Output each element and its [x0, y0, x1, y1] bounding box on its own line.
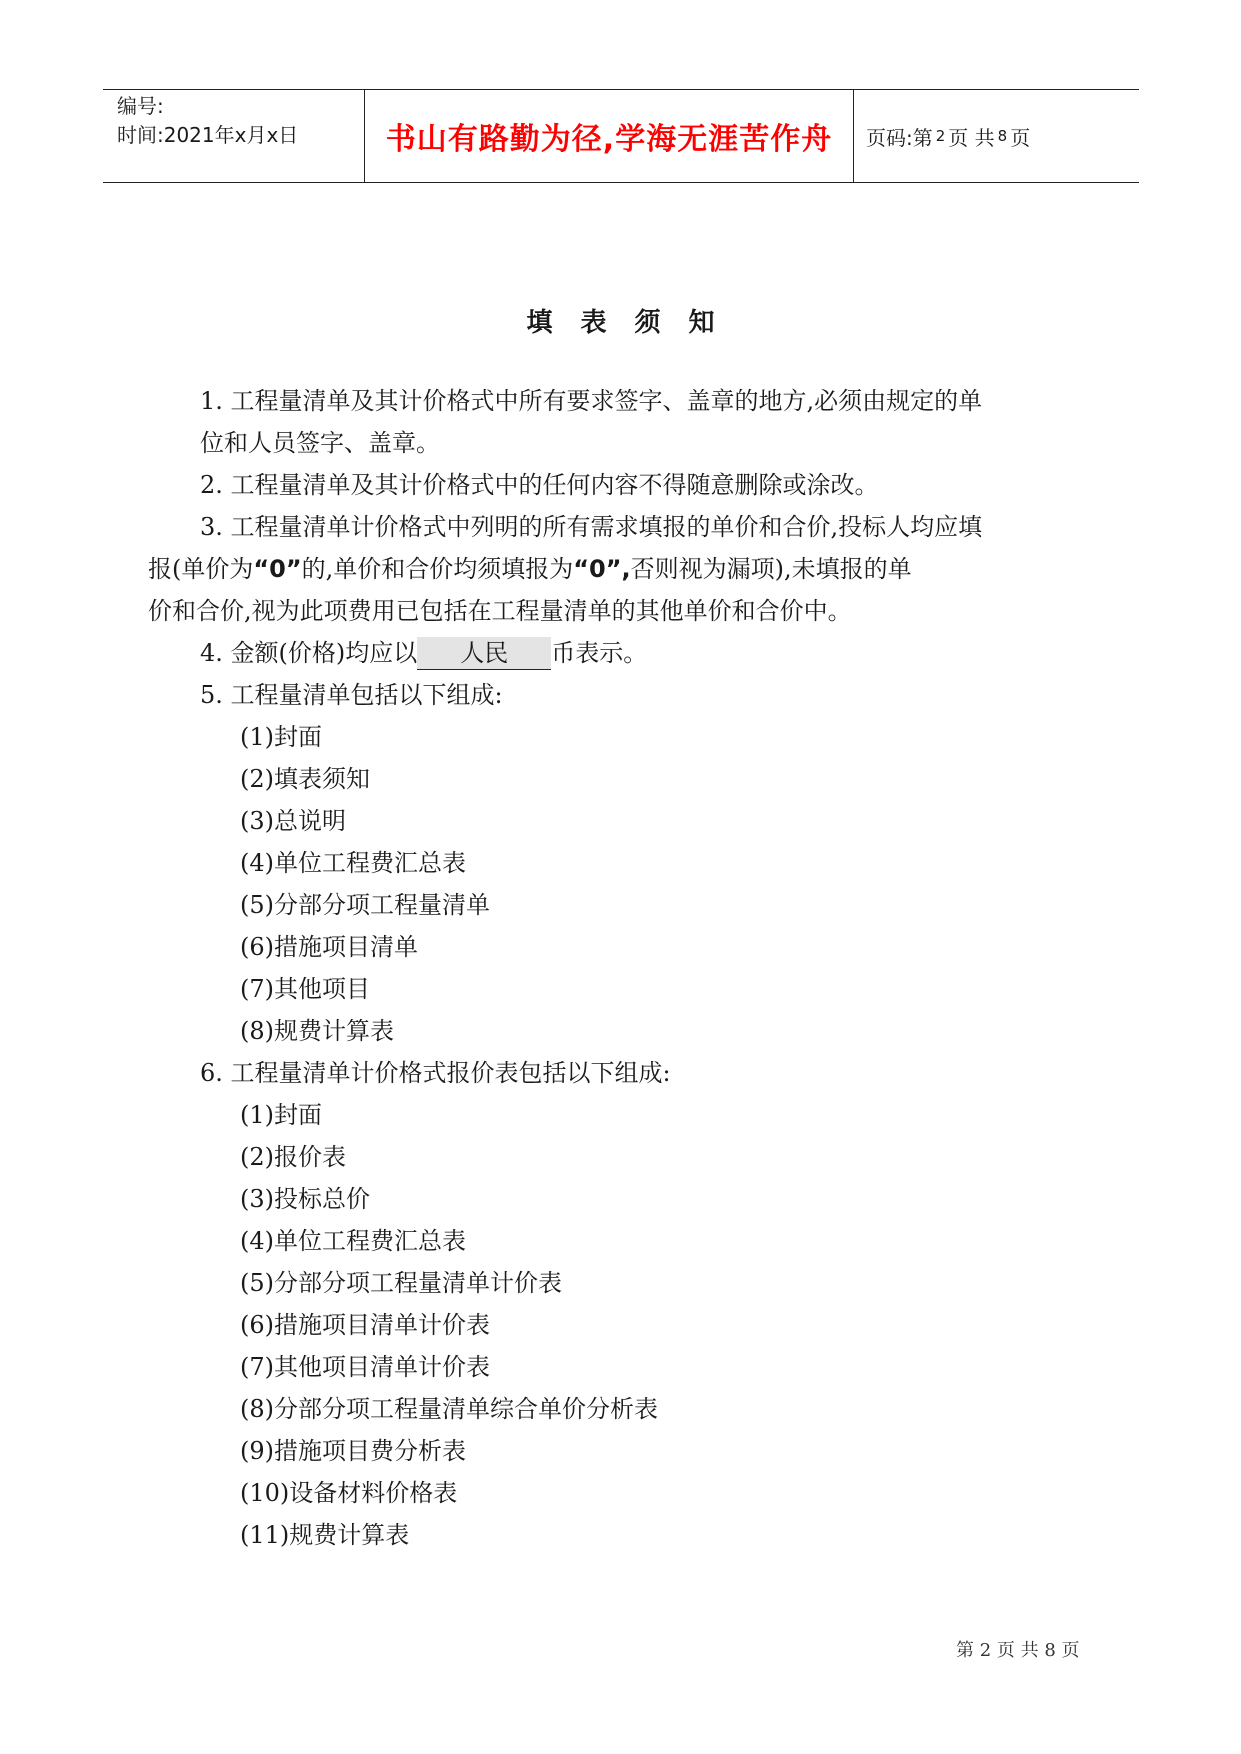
page-mid: 页 共	[948, 125, 995, 150]
page-total: 8	[997, 127, 1008, 145]
list-item: (9)措施项目费分析表	[240, 1437, 466, 1465]
list-item: (6)措施项目清单	[240, 933, 418, 961]
list-item: (5)分部分项工程量清单计价表	[240, 1269, 562, 1297]
list-item: (11)规费计算表	[240, 1521, 410, 1549]
item-3-line-1: 3. 工程量清单计价格式中列明的所有需求填报的单价和合价,投标人均应填	[200, 513, 983, 541]
list-item: (6)措施项目清单计价表	[240, 1311, 490, 1339]
list-item: (7)其他项目清单计价表	[240, 1353, 490, 1381]
time-label: 时间:2021年x月x日	[117, 123, 299, 147]
item-4-part-b: 币表示。	[551, 639, 648, 667]
document-title: 填表须知	[526, 308, 743, 338]
list-item: (8)规费计算表	[240, 1017, 394, 1045]
item-4	[148, 632, 1098, 674]
item-3-line-3: 价和合价,视为此项费用已包括在工程量清单的其他单价和合价中。	[148, 597, 852, 625]
item-1-line-2: 位和人员签字、盖章。	[200, 429, 440, 457]
document-body	[148, 380, 1098, 1556]
list-item: (4)单位工程费汇总表	[240, 849, 466, 877]
currency-fill-field[interactable]: 人民	[417, 637, 551, 670]
list-item: (4)单位工程费汇总表	[240, 1227, 466, 1255]
page-footer: 第 2 页 共 8 页	[956, 1640, 1080, 1661]
list-item: (1)封面	[240, 723, 322, 751]
list-item: (3)投标总价	[240, 1185, 370, 1213]
header-motto: 书山有路勤为径,学海无涯苦作舟	[365, 90, 854, 182]
item-2: 2. 工程量清单及其计价格式中的任何内容不得随意删除或涂改。	[200, 471, 879, 499]
item-5: 5. 工程量清单包括以下组成:	[200, 681, 503, 709]
list-item: (7)其他项目	[240, 975, 370, 1003]
list-item: (2)报价表	[240, 1143, 346, 1171]
item-3-part-b: 的,单价和合价均须填报为	[301, 555, 574, 583]
item-3-part-a: 报(单价为	[148, 555, 254, 583]
page-prefix: 页码:第	[866, 125, 933, 150]
serial-label: 编号:	[117, 94, 164, 118]
item-4-part-a: 4. 金额(价格)均应以	[200, 639, 418, 667]
list-6	[148, 1094, 1098, 1556]
list-item: (5)分部分项工程量清单	[240, 891, 490, 919]
list-item: (3)总说明	[240, 807, 346, 835]
list-item: (1)封面	[240, 1101, 322, 1129]
page-header	[103, 89, 1139, 183]
list-5	[148, 716, 1098, 1052]
item-3-line-2	[148, 548, 1098, 590]
list-item: (10)设备材料价格表	[240, 1479, 458, 1507]
item-3-part-c: 否则视为漏项),未填报的单	[630, 555, 912, 583]
item-1-line-1: 1. 工程量清单及其计价格式中所有要求签字、盖章的地方,必须由规定的单	[200, 387, 983, 415]
header-meta	[103, 90, 365, 182]
item-3-quote-1: “0”	[253, 555, 302, 583]
page-number: 2	[935, 127, 946, 145]
page-suffix: 页	[1010, 125, 1031, 150]
list-item: (2)填表须知	[240, 765, 370, 793]
item-6: 6. 工程量清单计价格式报价表包括以下组成:	[200, 1059, 671, 1087]
item-3-quote-2: “0”,	[573, 555, 631, 583]
list-item: (8)分部分项工程量清单综合单价分析表	[240, 1395, 658, 1423]
header-page-info	[854, 90, 1139, 182]
